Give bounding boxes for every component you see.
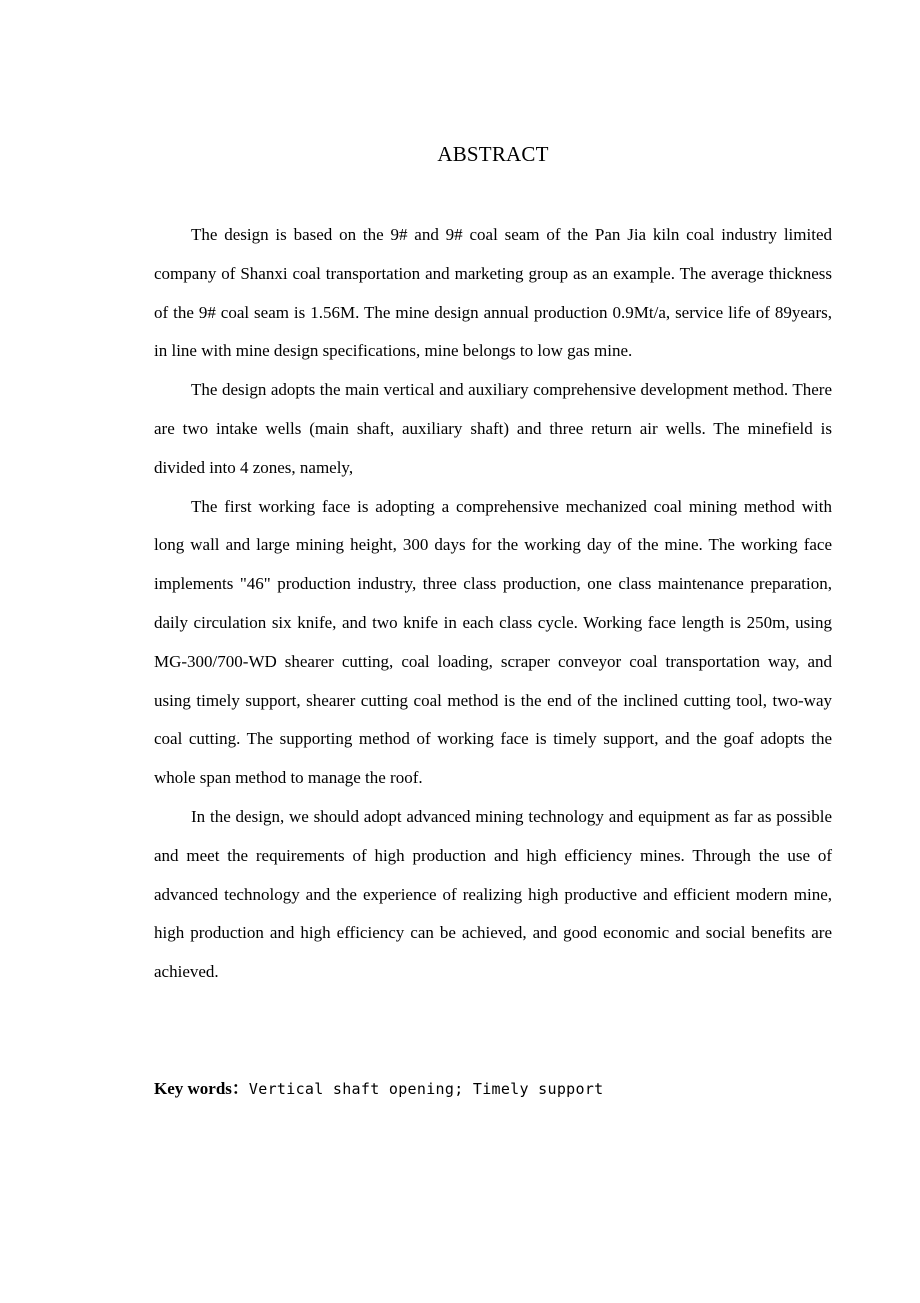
keywords-value: Vertical shaft opening; Timely support bbox=[248, 1080, 604, 1098]
keywords-line bbox=[154, 1076, 832, 1102]
abstract-paragraph-4: In the design, we should adopt advanced mining technology and equipment as far as possible and meet the requirements of high production and high efficiency mines. Through the use of advanced technology and the experience of realizing high productive and efficient modern mine, high production and high efficiency can be achieved, and good economic and social benefits are achieved. bbox=[154, 806, 832, 982]
abstract-paragraph-2: The design adopts the main vertical and auxiliary comprehensive development method. There are two intake wells (main shaft, auxiliary shaft) and three return air wells. The minefield is divided into 4 zones, namely, bbox=[154, 380, 832, 477]
abstract-body bbox=[154, 216, 832, 992]
keywords-label: Key words： bbox=[154, 1079, 249, 1098]
abstract-paragraph-1: The design is based on the 9# and 9# coal seam of the Pan Jia kiln coal industry limited company of Shanxi coal transportation and marketing group as an example. The average thickness of the 9# coal seam is 1.56M. The mine design annual production 0.9Mt/a, service life of 89years, in line with mine design specifications, mine belongs to low gas mine. bbox=[154, 225, 832, 361]
abstract-paragraph-3: The first working face is adopting a comprehensive mechanized coal mining method with long wall and large mining height, 300 days for the working day of the mine. The working face implements "46" production industry, three class production, one class maintenance preparation, daily circulation six knife, and two knife in each class cycle. Working face length is 250m, using MG-300/700-WD shearer cutting, coal loading, scraper conveyor coal transportation way, and using timely support, shearer cutting coal method is the end of the inclined cutting tool, two-way coal cutting. The supporting method of working face is timely support, and the goaf adopts the whole span method to manage the roof. bbox=[154, 496, 832, 788]
abstract-title: ABSTRACT bbox=[437, 142, 549, 166]
